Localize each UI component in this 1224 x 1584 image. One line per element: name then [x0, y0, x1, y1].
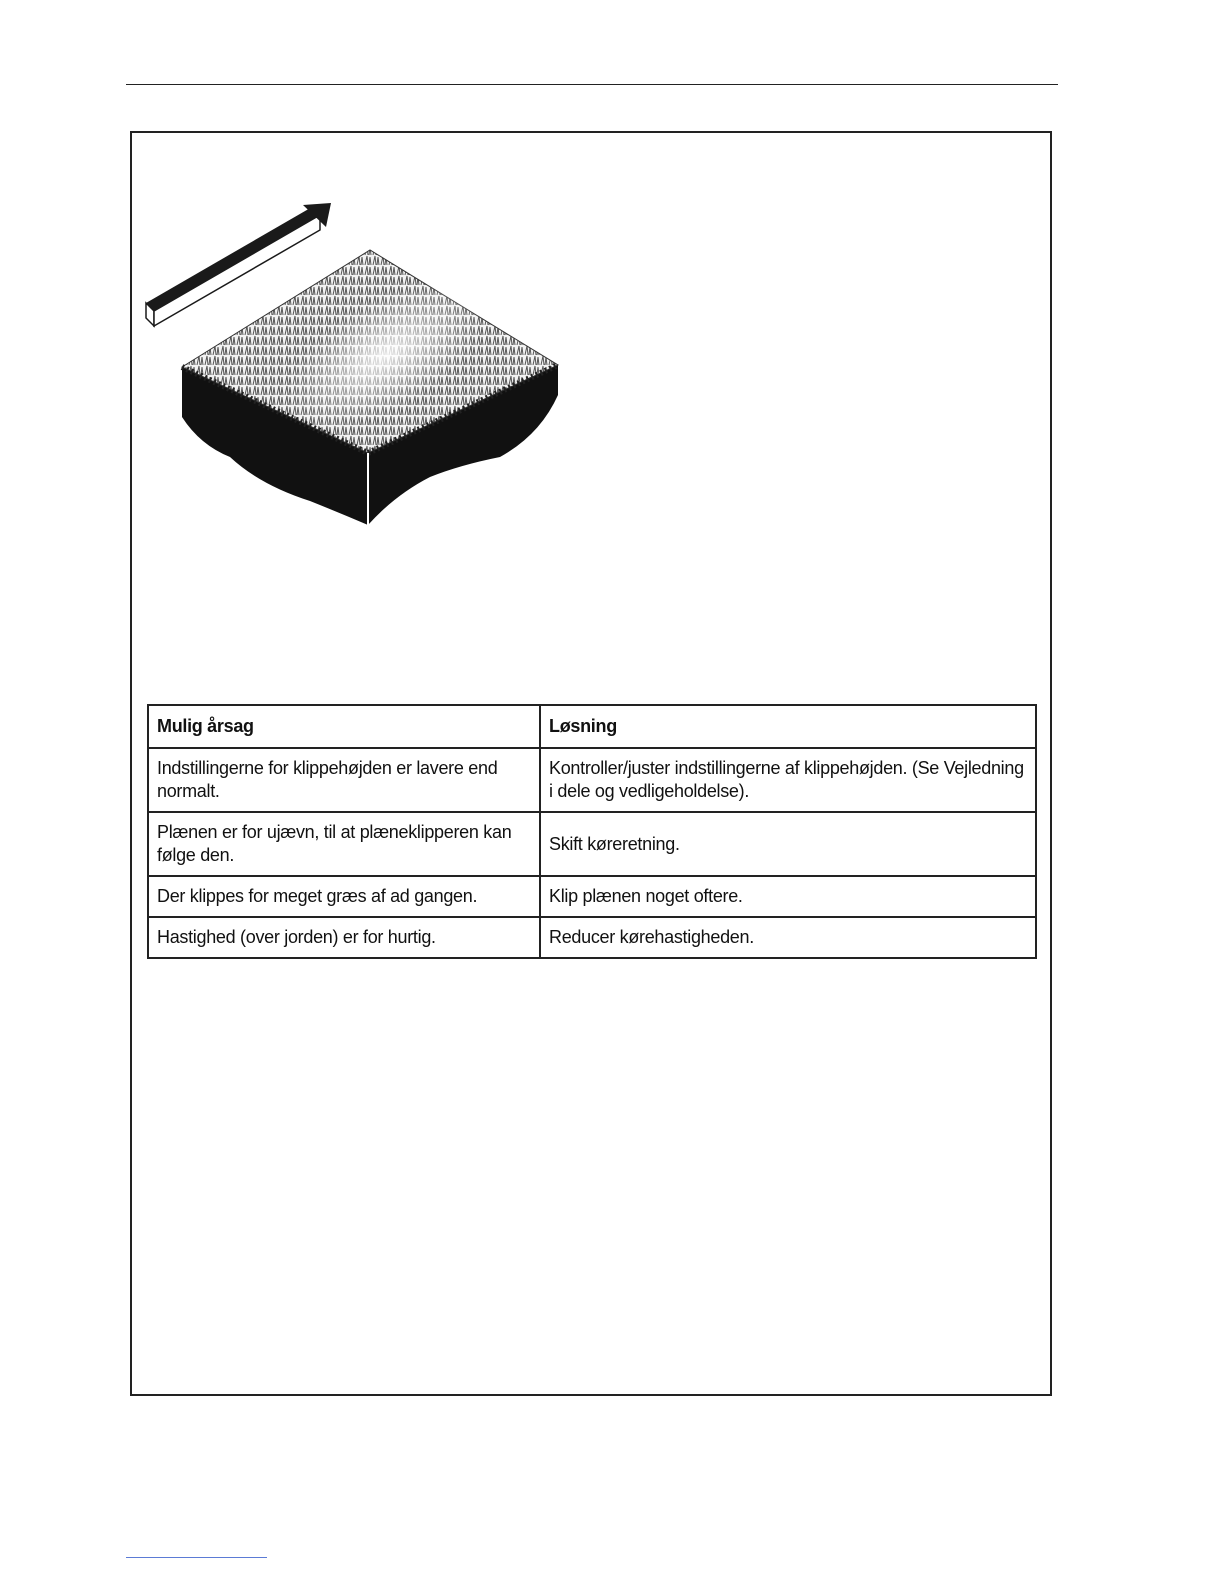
table-row [148, 748, 1036, 812]
solution-cell: Kontroller/juster indstillingerne af klippehøjden. (Se Vejledning i dele og vedligeholdelse). [540, 748, 1036, 812]
table-row [148, 812, 1036, 876]
solution-cell: Klip plænen noget oftere. [540, 876, 1036, 917]
troubleshooting-table [147, 704, 1037, 959]
solution-cell: Reducer kørehastigheden. [540, 917, 1036, 958]
cause-cell: Hastighed (over jorden) er for hurtig. [148, 917, 540, 958]
table-header-row [148, 705, 1036, 748]
mowed-lawn-illustration [140, 195, 570, 535]
cause-cell: Plænen er for ujævn, til at plæneklipperen kan følge den. [148, 812, 540, 876]
column-header-cause: Mulig årsag [148, 705, 540, 748]
table-row [148, 876, 1036, 917]
header-rule [126, 84, 1058, 85]
cause-cell: Der klippes for meget græs af ad gangen. [148, 876, 540, 917]
solution-cell: Skift køreretning. [540, 812, 1036, 876]
column-header-solution: Løsning [540, 705, 1036, 748]
footer-link-rule [126, 1557, 267, 1558]
cause-cell: Indstillingerne for klippehøjden er lavere end normalt. [148, 748, 540, 812]
table-row [148, 917, 1036, 958]
